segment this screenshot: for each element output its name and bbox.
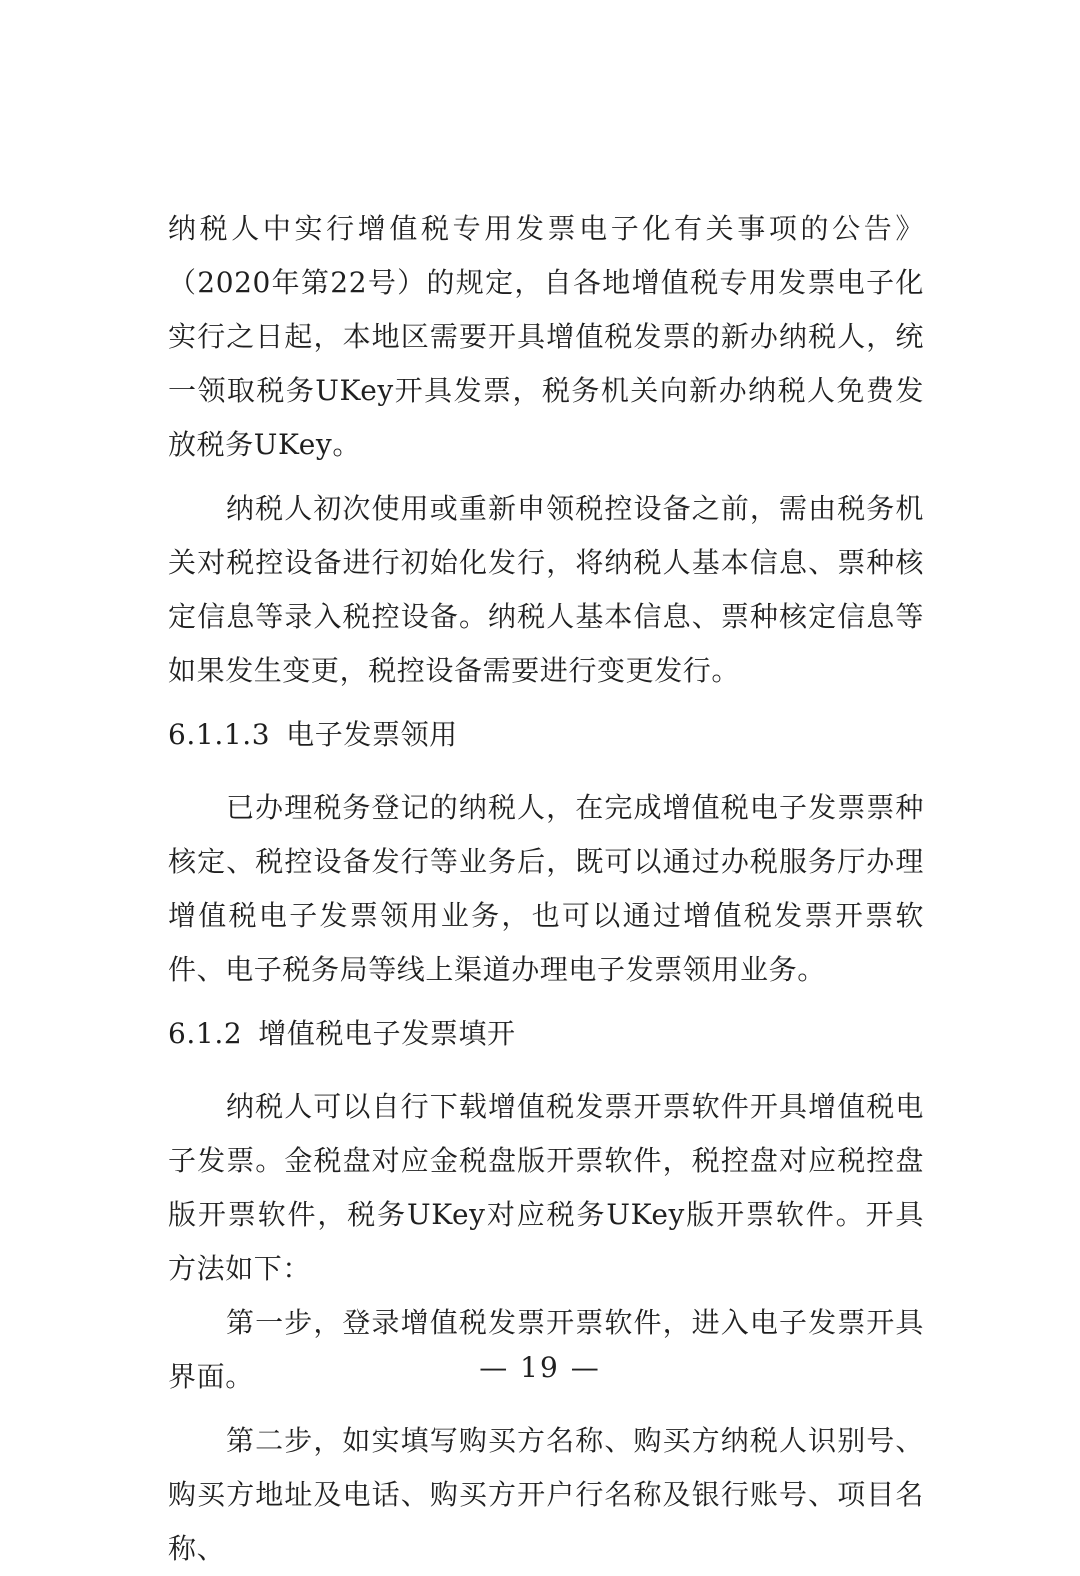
section-number: 6.1.2 [168, 1017, 243, 1050]
paragraph-step-two: 第二步，如实填写购买方名称、购买方纳税人识别号、购买方地址及电话、购买方开户行名称及银行账号、项目名称、 [168, 1424, 924, 1565]
section-title: 增值税电子发票填开 [258, 1017, 516, 1050]
section-heading-612 [168, 1007, 924, 1080]
paragraph-tax-device-issuance: 纳税人初次使用或重新申领税控设备之前，需由税务机关对税控设备进行初始化发行，将纳税人基本信息、票种核定信息等录入税控设备。纳税人基本信息、票种核定信息等如果发生变更，税控设备需要进行变更发行。 [168, 492, 924, 687]
section-number: 6.1.1.3 [168, 718, 271, 751]
section-title: 电子发票领用 [286, 718, 458, 751]
paragraph-invoice-collection: 已办理税务登记的纳税人，在完成增值税电子发票票种核定、税控设备发行等业务后，既可以通过办税服务厅办理增值税电子发票领用业务，也可以通过增值税发票开票软件、电子税务局等线上渠道办理电子发票领用业务。 [168, 791, 924, 986]
paragraph-step-one: 第一步，登录增值税发票开票软件，进入电子发票开具界面。 [168, 1306, 924, 1393]
paragraph-announcement-continuation: 纳税人中实行增值税专用发票电子化有关事项的公告》（2020年第22号）的规定，自各地增值税专用发票电子化实行之日起，本地区需要开具增值税发票的新办纳税人，统一领取税务UKey开具发票，税务机关向新办纳税人免费发放税务UKey。 [168, 212, 924, 461]
paragraph-invoice-issuing: 纳税人可以自行下载增值税发票开票软件开具增值税电子发票。金税盘对应金税盘版开票软件，税控盘对应税控盘版开票软件，税务UKey对应税务UKey版开票软件。开具方法如下： [168, 1090, 924, 1285]
section-heading-6113 [168, 708, 924, 781]
page-number: — 19 — [479, 1351, 601, 1384]
